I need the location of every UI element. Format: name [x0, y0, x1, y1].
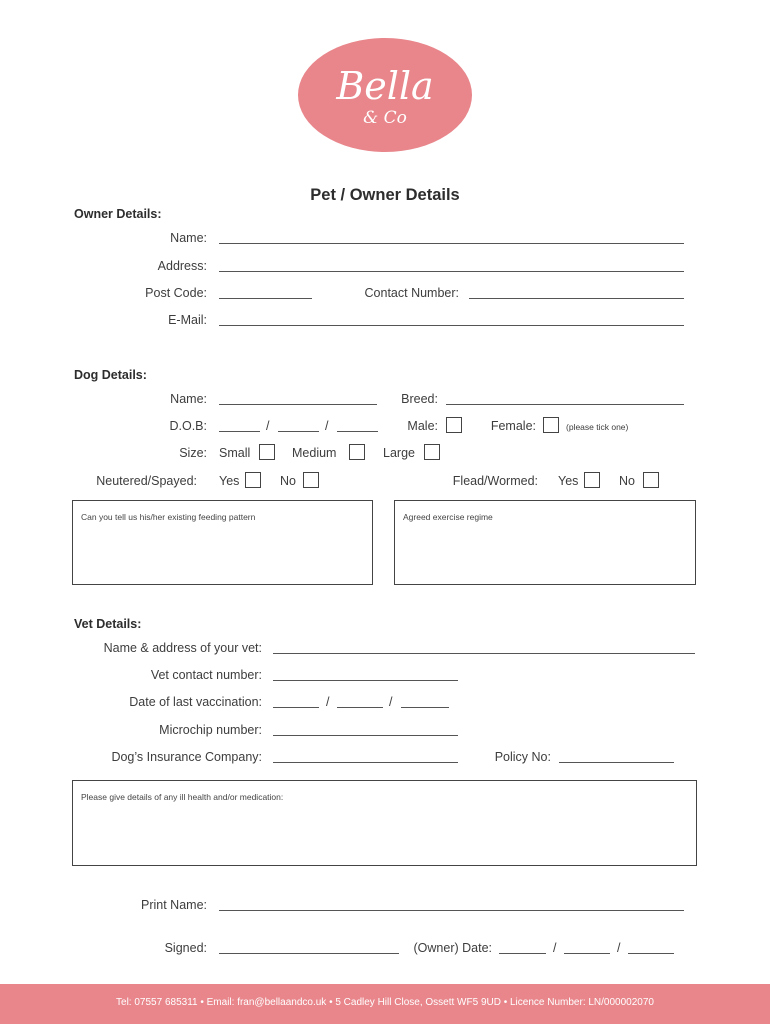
- flead-yes-label: Yes: [558, 474, 579, 488]
- print-name-field[interactable]: [219, 910, 684, 911]
- dog-dob-label: D.O.B:: [169, 419, 207, 433]
- microchip-label: Microchip number:: [159, 723, 262, 737]
- vaccination-separator: /: [326, 695, 330, 709]
- dog-name-field[interactable]: [219, 404, 377, 405]
- dob-separator: /: [266, 419, 270, 433]
- size-medium-label: Medium: [292, 446, 337, 460]
- dob-month-field[interactable]: [278, 431, 319, 432]
- logo: [298, 38, 472, 152]
- footer-bar: [0, 984, 770, 1024]
- size-small-checkbox[interactable]: [259, 444, 275, 460]
- owner-postcode-label: Post Code:: [145, 286, 207, 300]
- policy-label: Policy No:: [494, 750, 551, 764]
- dob-day-field[interactable]: [219, 431, 260, 432]
- size-large-label: Large: [383, 446, 415, 460]
- female-checkbox[interactable]: [543, 417, 559, 433]
- exercise-regime-box[interactable]: [394, 500, 696, 585]
- owner-name-label: Name:: [170, 231, 207, 245]
- owner-address-label: Address:: [157, 259, 207, 273]
- owner-postcode-field[interactable]: [219, 298, 312, 299]
- male-label: Male:: [407, 419, 438, 433]
- owner-date-year-field[interactable]: [628, 953, 674, 954]
- vaccination-day-field[interactable]: [273, 707, 319, 708]
- feeding-pattern-box[interactable]: [72, 500, 373, 585]
- flead-label: Flead/Wormed:: [452, 474, 538, 488]
- dog-breed-field[interactable]: [446, 404, 684, 405]
- owner-date-separator: /: [553, 941, 557, 955]
- health-details-prompt: Please give details of any ill health and/or medication:: [81, 792, 284, 802]
- dog-details-heading: Dog Details:: [74, 368, 147, 382]
- insurance-field[interactable]: [273, 762, 458, 763]
- health-details-box[interactable]: [72, 780, 697, 866]
- dob-separator: /: [325, 419, 329, 433]
- owner-contact-label: Contact Number:: [364, 286, 459, 300]
- vaccination-month-field[interactable]: [337, 707, 383, 708]
- size-medium-checkbox[interactable]: [349, 444, 365, 460]
- signed-label: Signed:: [164, 941, 207, 955]
- owner-date-separator: /: [617, 941, 621, 955]
- neutered-no-label: No: [280, 474, 296, 488]
- owner-name-field[interactable]: [219, 243, 684, 244]
- flead-no-checkbox[interactable]: [643, 472, 659, 488]
- owner-email-label: E-Mail:: [168, 313, 207, 327]
- signature-field[interactable]: [219, 953, 399, 954]
- vaccination-date-label: Date of last vaccination:: [129, 695, 262, 709]
- neutered-yes-checkbox[interactable]: [245, 472, 261, 488]
- logo-wordmark: Bella: [336, 64, 434, 108]
- vaccination-separator: /: [389, 695, 393, 709]
- neutered-no-checkbox[interactable]: [303, 472, 319, 488]
- owner-date-month-field[interactable]: [564, 953, 610, 954]
- dog-name-label: Name:: [170, 392, 207, 406]
- owner-contact-field[interactable]: [469, 298, 684, 299]
- flead-yes-checkbox[interactable]: [584, 472, 600, 488]
- size-small-label: Small: [219, 446, 251, 460]
- neutered-yes-label: Yes: [219, 474, 240, 488]
- feeding-pattern-prompt: Can you tell us his/her existing feeding pattern: [81, 512, 256, 522]
- owner-date-label: (Owner) Date:: [413, 941, 492, 955]
- vet-contact-label: Vet contact number:: [150, 668, 262, 682]
- vet-name-address-field[interactable]: [273, 653, 695, 654]
- print-name-label: Print Name:: [141, 898, 207, 912]
- dog-size-label: Size:: [179, 446, 207, 460]
- tick-one-note: (please tick one): [566, 422, 629, 432]
- vet-name-address-label: Name & address of your vet:: [103, 641, 262, 655]
- dob-year-field[interactable]: [337, 431, 378, 432]
- size-large-checkbox[interactable]: [424, 444, 440, 460]
- vet-details-heading: Vet Details:: [74, 617, 142, 631]
- insurance-label: Dog’s Insurance Company:: [111, 750, 262, 764]
- logo-subtitle: & Co: [363, 108, 407, 128]
- microchip-field[interactable]: [273, 735, 458, 736]
- owner-details-heading: Owner Details:: [74, 207, 162, 221]
- page-title: Pet / Owner Details: [310, 186, 460, 204]
- neutered-label: Neutered/Spayed:: [96, 474, 197, 488]
- flead-no-label: No: [619, 474, 635, 488]
- owner-date-day-field[interactable]: [499, 953, 546, 954]
- dog-breed-label: Breed:: [401, 392, 438, 406]
- owner-address-field[interactable]: [219, 271, 684, 272]
- male-checkbox[interactable]: [446, 417, 462, 433]
- vet-contact-field[interactable]: [273, 680, 458, 681]
- owner-email-field[interactable]: [219, 325, 684, 326]
- exercise-regime-prompt: Agreed exercise regime: [403, 512, 493, 522]
- female-label: Female:: [490, 419, 536, 433]
- vaccination-year-field[interactable]: [401, 707, 449, 708]
- footer-contact-text: Tel: 07557 685311 • Email: fran@bellaandco.uk • 5 Cadley Hill Close, Ossett WF5 9UD • Licence Number: LN/000002070: [116, 997, 654, 1008]
- policy-field[interactable]: [559, 762, 674, 763]
